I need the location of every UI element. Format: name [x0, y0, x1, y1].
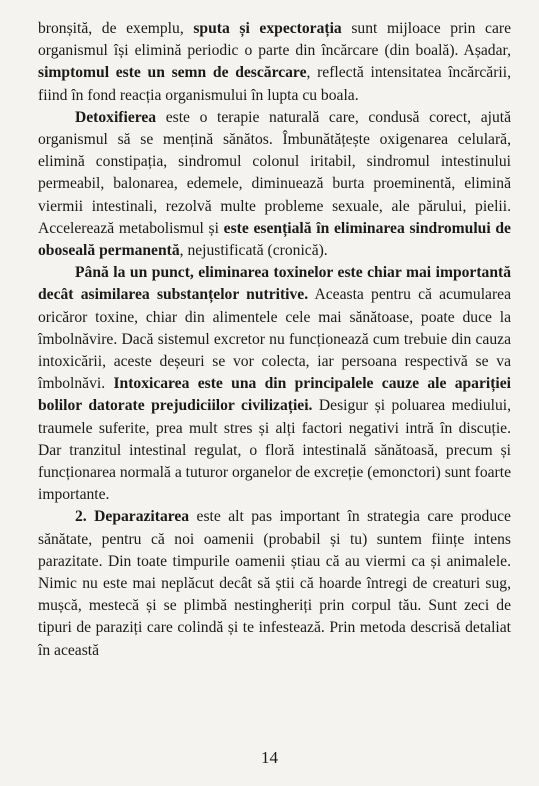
bold-run: este esențială în eliminarea sindromului de oboseală permanentă [38, 219, 511, 260]
text-run: Desigur și poluarea mediului, traumele suferite, prea mult stres și alți factori negativi intră în discuție. Dar tranzitul intestinal regulat, o floră intestinală sănătoasă, precum și funcționarea normală a tuturor organelor de excreție (emonctori) sunt foarte importante. [38, 397, 511, 504]
bold-run: Detoxifierea [75, 108, 157, 126]
paragraph-2 [38, 107, 511, 262]
paragraph-3 [38, 262, 511, 506]
page-number: 14 [261, 748, 278, 767]
bold-run: Până la un punct, eliminarea toxinelor este chiar mai importantă decât asimilarea substanțelor nutritive. [38, 264, 511, 304]
text-run: , reflectă intensitatea încărcării, fiind în fond reacția organismului în lupta cu boala. [38, 64, 511, 104]
text-run: este o terapie naturală care, condusă corect, ajută organismul să se mențină sănătos. Îmbunătățește oxigenarea celulară, elimină constipația, sindromul colonul iritabil, sindromul intestinului permeabil, balonarea, edemele, diminuează burta proeminentă, elimină viermii intestinali, rezolvă multe probleme sexuale, ale părului, pielii. Accelerează metabolismul și [38, 108, 511, 237]
paragraph-4 [38, 506, 511, 661]
bold-run: sputa și expectorația [193, 20, 342, 37]
text-run: Aceasta pentru că acumularea oricăror toxine, chiar din alimentele cele mai sănătoase, poate duce la îmbolnăvire. Dacă sistemul excretor nu funcționează cum trebuie din cauza intoxicării, aceste deșeuri se vor colecta, iar persoana respectivă se va îmbolnăvi. [38, 286, 511, 393]
text-run: , nejustificată (cronică). [179, 242, 328, 260]
bold-run: simptomul este un semn de descărcare [38, 64, 307, 82]
text-run: sunt mijloace prin care organismul își elimină periodic o parte din încărcare (din boală). Așadar, [38, 20, 511, 60]
bold-run: 2. Deparazitarea [75, 508, 190, 526]
text-run: bronșită, de exemplu, [38, 20, 194, 37]
text-run: este alt pas important în strategia care produce sănătate, pentru că noi oamenii (probabil și tu) suntem ființe intens parazitate. Din toate timpurile oamenii știau că au viermi ca și animalele. Nimic nu este mai neplăcut decât să știi că hoarde întregi de creaturi sug, mușcă, mestecă și se plimbă nestingheriți prin corpul tău. Sunt zeci de tipuri de paraziți care colindă și te infestează. Prin metoda descrisă detaliat în această [38, 508, 511, 659]
paragraph-1 [38, 18, 511, 107]
bold-run: Intoxicarea este una din principalele cauze ale apariției bolilor datorate prejudiciilor civilizației. [38, 375, 511, 415]
